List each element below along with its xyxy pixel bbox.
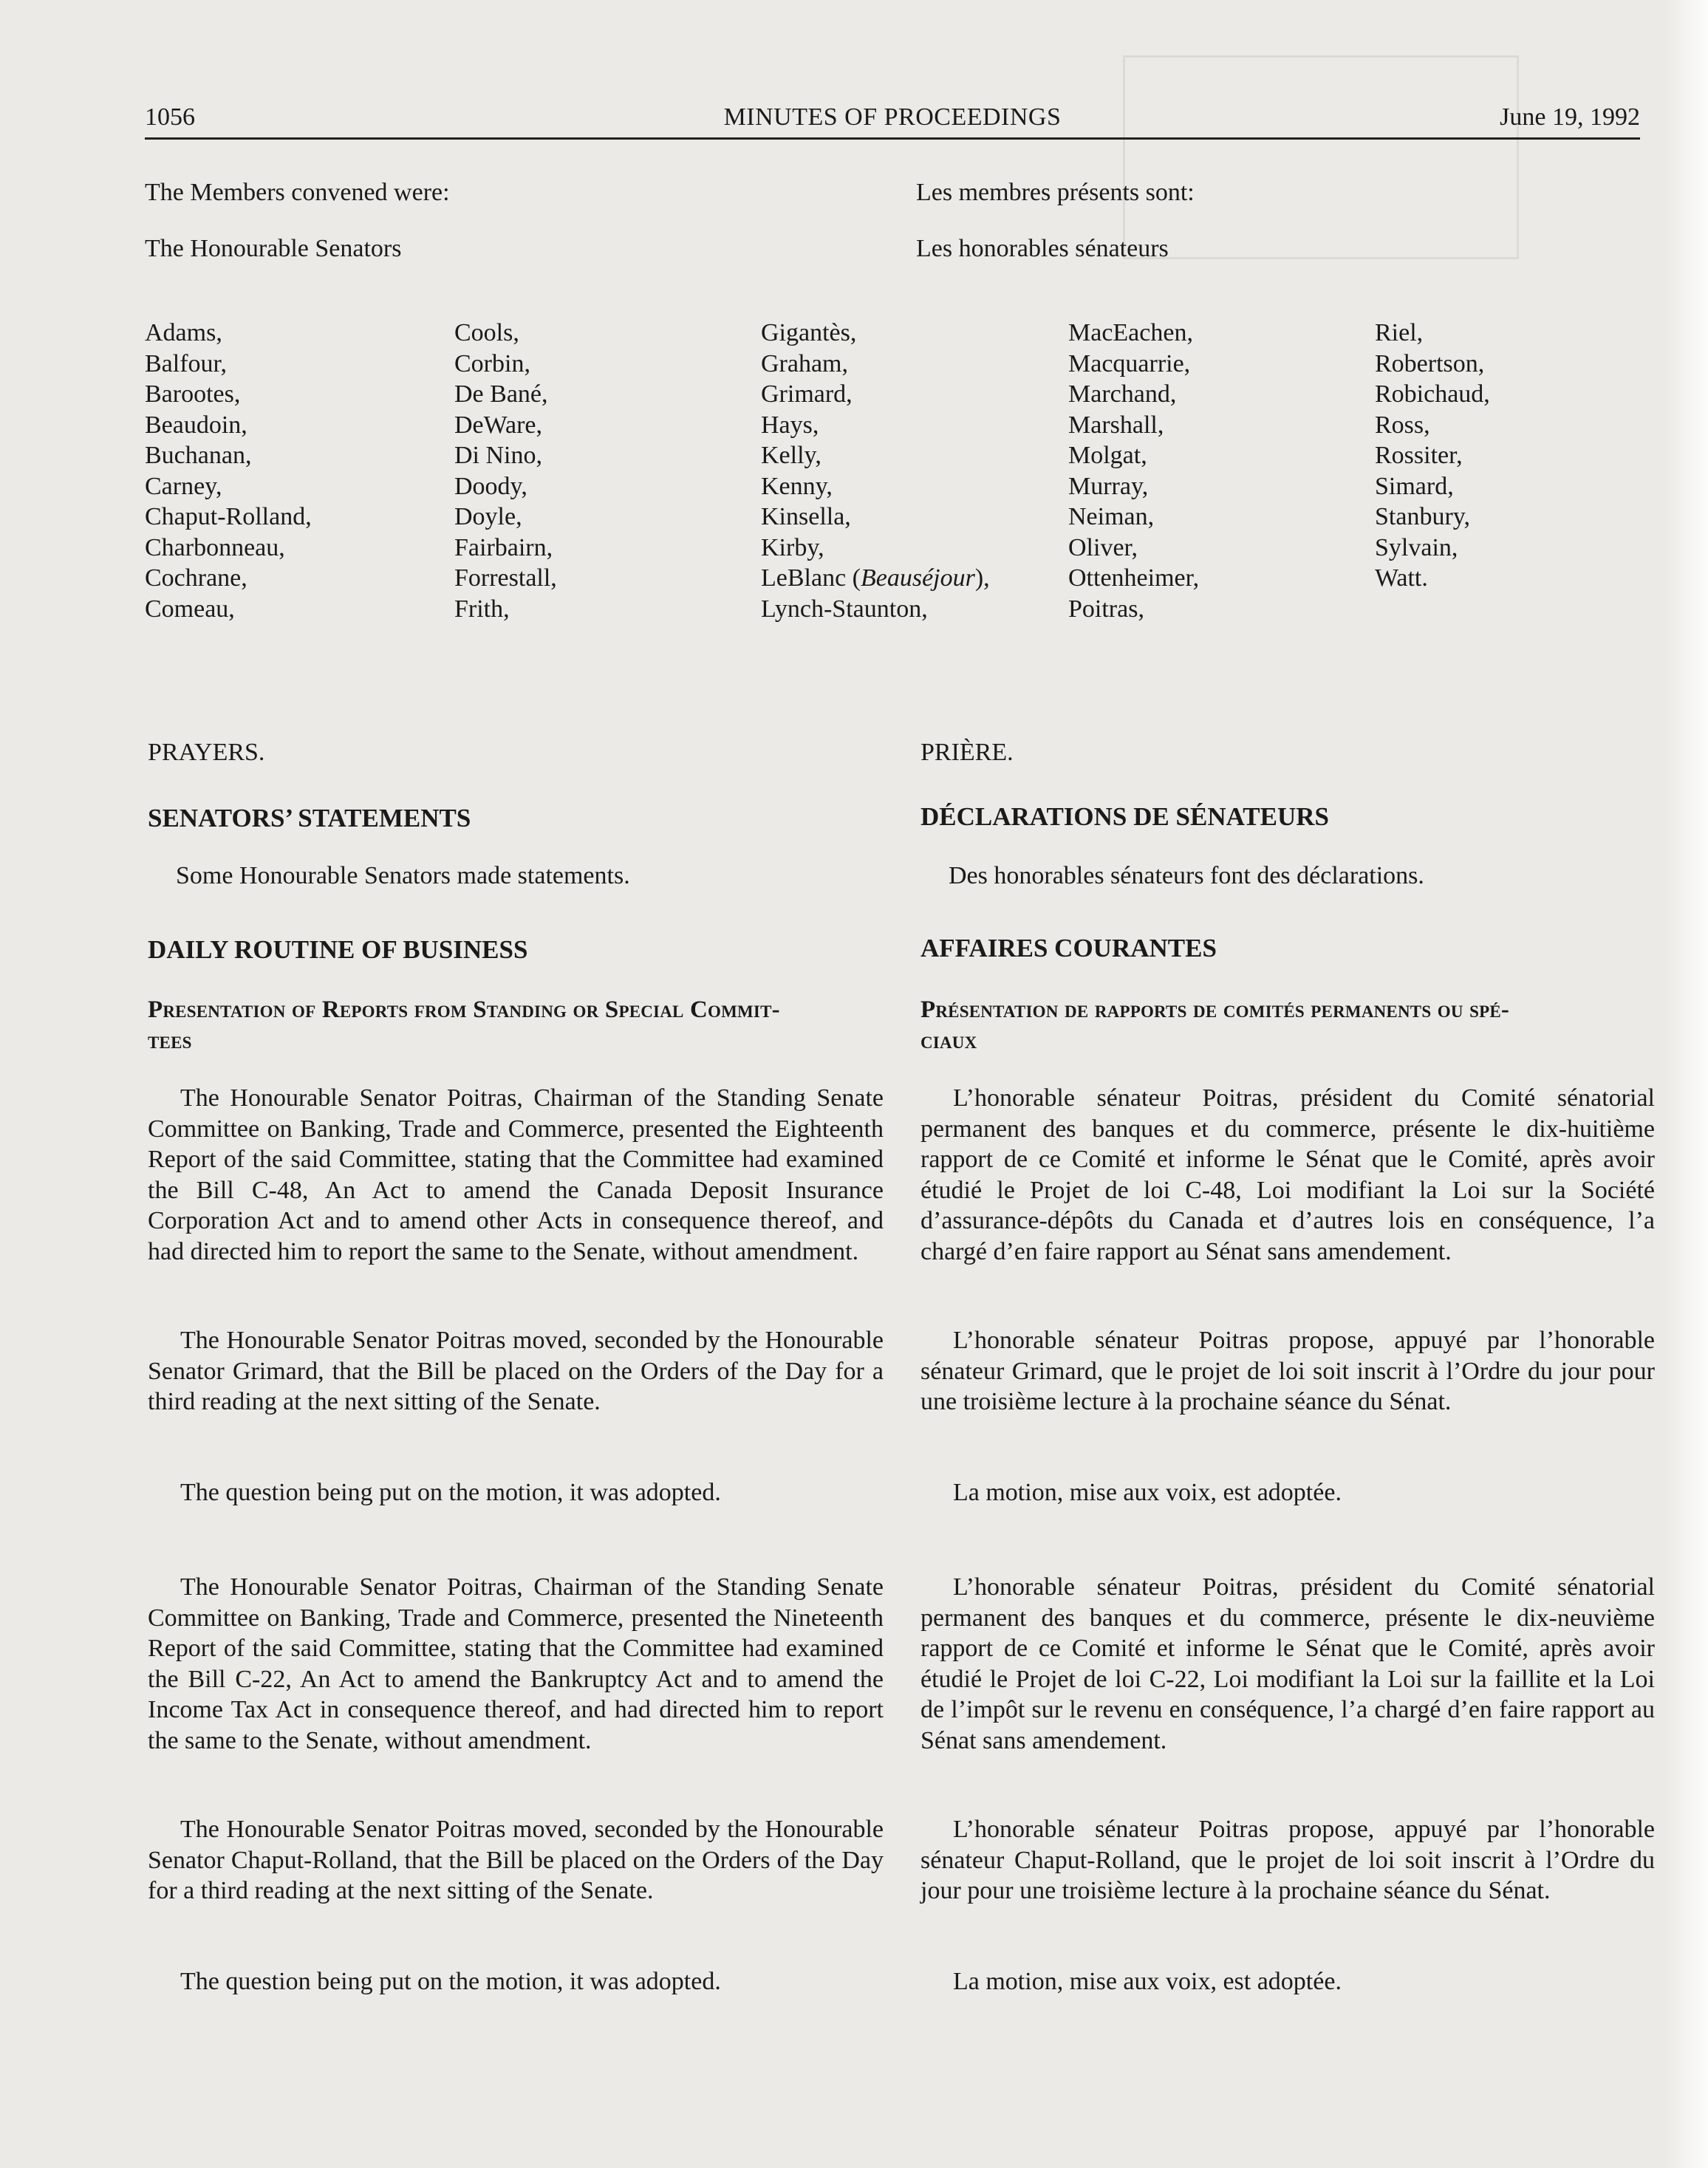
report-19-en: The Honourable Senator Poitras, Chairman of the Standing Senate Committee on Banking, Trade and Commerce, presented the Nineteenth Report of the said Committee, stating that the Committee had examined the Bill C-22, An Act to amend the Bankruptcy Act and to amend the Income Tax Act in consequence thereof, and had directed him to report the same to the Senate, without amendment. <box>148 1573 884 1754</box>
report-18-en: The Honourable Senator Poitras, Chairman of the Standing Senate Committee on Banking, Trade and Commerce, presented the Eighteenth Report of the said Committee, stating that the Committee had examined the Bill C-48, An Act to amend the Canada Deposit Insurance Corporation Act and to amend other Acts in consequence thereof, and had directed him to report the same to the Senate, without amendment. <box>148 1084 884 1265</box>
running-title: MINUTES OF PROCEEDINGS <box>723 103 1062 131</box>
senators-heading-fr: Les honorables sénateurs <box>916 235 1169 262</box>
routine-heading-fr: AFFAIRES COURANTES <box>920 934 1217 962</box>
senator-name: Riel, <box>1375 319 1424 346</box>
presentation-heading-fr <box>920 994 1659 1056</box>
senator-surname: LeBlanc ( <box>761 564 861 592</box>
senator-list-col5 <box>1375 318 1490 594</box>
senator-name: Doyle, <box>454 503 522 530</box>
senator-name: Sylvain, <box>1375 533 1458 561</box>
senator-name: Oliver, <box>1068 533 1138 561</box>
senator-name: Frith, <box>454 595 510 623</box>
presentation-heading-en-line2: tees <box>148 1027 192 1054</box>
senator-name: Adams, <box>145 319 222 346</box>
senator-name: Chaput-Rolland, <box>145 503 312 530</box>
senator-name: Charbonneau, <box>145 533 285 561</box>
senator-name: Cochrane, <box>145 564 247 592</box>
senator-name: De Bané, <box>454 380 548 408</box>
senator-name: Macquarrie, <box>1068 349 1191 377</box>
prayers-fr: PRIÈRE. <box>920 739 1014 766</box>
statements-heading-fr: DÉCLARATIONS DE SÉNATEURS <box>920 802 1329 831</box>
senator-name: Cools, <box>454 319 519 346</box>
senator-riding-close: ), <box>974 564 990 592</box>
presentation-heading-en-line1: Presentation of Reports from Standing or Special Commit- <box>148 996 780 1023</box>
senator-name: Murray, <box>1068 472 1149 500</box>
senator-name: MacEachen, <box>1068 319 1193 346</box>
statements-text-fr: Des honorables sénateurs font des déclarations. <box>949 862 1424 889</box>
members-intro-fr: Les membres présents sont: <box>916 179 1195 206</box>
report-18-fr: L’honorable sénateur Poitras, président du Comité sénatorial permanent des banques et du commerce, présente le dix-huitième rapport de ce Comité et informe le Sénat que le Comité, après avoir étudié le Projet de loi C-48, Loi modifiant la Loi sur la Société d’assurance-dépôts du Canada et d’autres lois en conséquence, l’a chargé d’en faire rapport au Sénat sans amendement. <box>920 1084 1655 1265</box>
senator-name: Fairbairn, <box>454 533 553 561</box>
header-date: June 19, 1992 <box>1500 103 1640 131</box>
motion-grimard-en: The Honourable Senator Poitras moved, seconded by the Honourable Senator Grimard, that the Bill be placed on the Orders of the Day for a third reading at the next sitting of the Senate. <box>148 1327 884 1415</box>
senator-name: Comeau, <box>145 595 235 623</box>
motion-chaput-rolland-en: The Honourable Senator Poitras moved, seconded by the Honourable Senator Chaput-Rolland, that the Bill be placed on the Orders of the Day for a third reading at the next sitting of the Senate. <box>148 1816 884 1904</box>
senator-name <box>761 563 990 594</box>
report-19-fr: L’honorable sénateur Poitras, président du Comité sénatorial permanent des banques et du commerce, présente le dix-neuvième rapport de ce Comité et informe le Sénat que le Comité, après avoir étudié le Projet de loi C-22, Loi modifiant la Loi sur la faillite et la Loi de l’impôt sur le revenu en conséquence, l’a chargé d’en faire rapport au Sénat sans amendement. <box>920 1573 1655 1754</box>
senator-name: Gigantès, <box>761 319 857 346</box>
senator-name: Buchanan, <box>145 442 252 469</box>
senator-name: Balfour, <box>145 349 227 377</box>
senator-name: Kirby, <box>761 533 824 561</box>
senator-name: Neiman, <box>1068 503 1155 530</box>
statements-text-en: Some Honourable Senators made statements. <box>176 862 630 889</box>
senator-name: Watt. <box>1375 564 1428 592</box>
senator-name: Kenny, <box>761 472 833 500</box>
senator-name: Ottenheimer, <box>1068 564 1200 592</box>
senator-name: DeWare, <box>454 411 543 439</box>
senator-name: Graham, <box>761 349 849 377</box>
senator-name: Simard, <box>1375 472 1454 500</box>
page-edge-shadow <box>1664 0 1708 2168</box>
senator-name: Marchand, <box>1068 380 1177 408</box>
prayers-en: PRAYERS. <box>148 739 265 766</box>
senator-name: Di Nino, <box>454 442 542 469</box>
statements-heading-en: SENATORS’ STATEMENTS <box>148 804 471 832</box>
senator-name: Grimard, <box>761 380 853 408</box>
senator-name: Robertson, <box>1375 349 1485 377</box>
page-number: 1056 <box>145 103 195 131</box>
senator-name: Lynch-Staunton, <box>761 595 928 623</box>
senator-name: Kinsella, <box>761 503 851 530</box>
routine-heading-en: DAILY ROUTINE OF BUSINESS <box>148 935 528 964</box>
senator-name: Stanbury, <box>1375 503 1471 530</box>
senator-name: Corbin, <box>454 349 530 377</box>
adopted-1-en: The question being put on the motion, it was adopted. <box>180 1479 721 1506</box>
members-intro-en: The Members convened were: <box>145 179 450 206</box>
senator-name: Molgat, <box>1068 442 1147 469</box>
senator-name: Robichaud, <box>1375 380 1490 408</box>
senator-name: Poitras, <box>1068 595 1144 623</box>
senator-list-col2 <box>454 318 557 624</box>
senators-heading-en: The Honourable Senators <box>145 235 402 262</box>
motion-chaput-rolland-fr: L’honorable sénateur Poitras propose, appuyé par l’honorable sénateur Chaput-Rolland, que le projet de loi soit inscrit à l’Ordre du jour pour une troisième lecture à la prochaine séance du Sénat. <box>920 1816 1655 1904</box>
senator-name: Rossiter, <box>1375 442 1463 469</box>
senator-name: Kelly, <box>761 442 821 469</box>
senator-list-col4 <box>1068 318 1199 624</box>
presentation-heading-fr-line1: Présentation de rapports de comités permanents ou spé- <box>920 996 1510 1023</box>
bleed-through-stamp <box>1123 55 1519 259</box>
senator-list-col1 <box>145 318 312 624</box>
senator-name: Ross, <box>1375 411 1430 439</box>
motion-grimard-fr: L’honorable sénateur Poitras propose, appuyé par l’honorable sénateur Grimard, que le projet de loi soit inscrit à l’Ordre du jour pour une troisième lecture à la prochaine séance du Sénat. <box>920 1327 1655 1415</box>
senator-name: Doody, <box>454 472 527 500</box>
presentation-heading-en <box>148 994 887 1056</box>
adopted-2-fr: La motion, mise aux voix, est adoptée. <box>953 1968 1342 1995</box>
senator-name: Hays, <box>761 411 819 439</box>
senator-name: Forrestall, <box>454 564 557 592</box>
senator-name: Barootes, <box>145 380 241 408</box>
presentation-heading-fr-line2: ciaux <box>920 1027 977 1054</box>
senator-name: Marshall, <box>1068 411 1164 439</box>
senator-name: Carney, <box>145 472 222 500</box>
page-header <box>145 103 1640 140</box>
senator-name: Beaudoin, <box>145 411 247 439</box>
adopted-2-en: The question being put on the motion, it was adopted. <box>180 1968 721 1995</box>
senator-list-col3 <box>761 318 990 624</box>
senator-riding: Beauséjour <box>861 564 975 592</box>
adopted-1-fr: La motion, mise aux voix, est adoptée. <box>953 1479 1342 1506</box>
